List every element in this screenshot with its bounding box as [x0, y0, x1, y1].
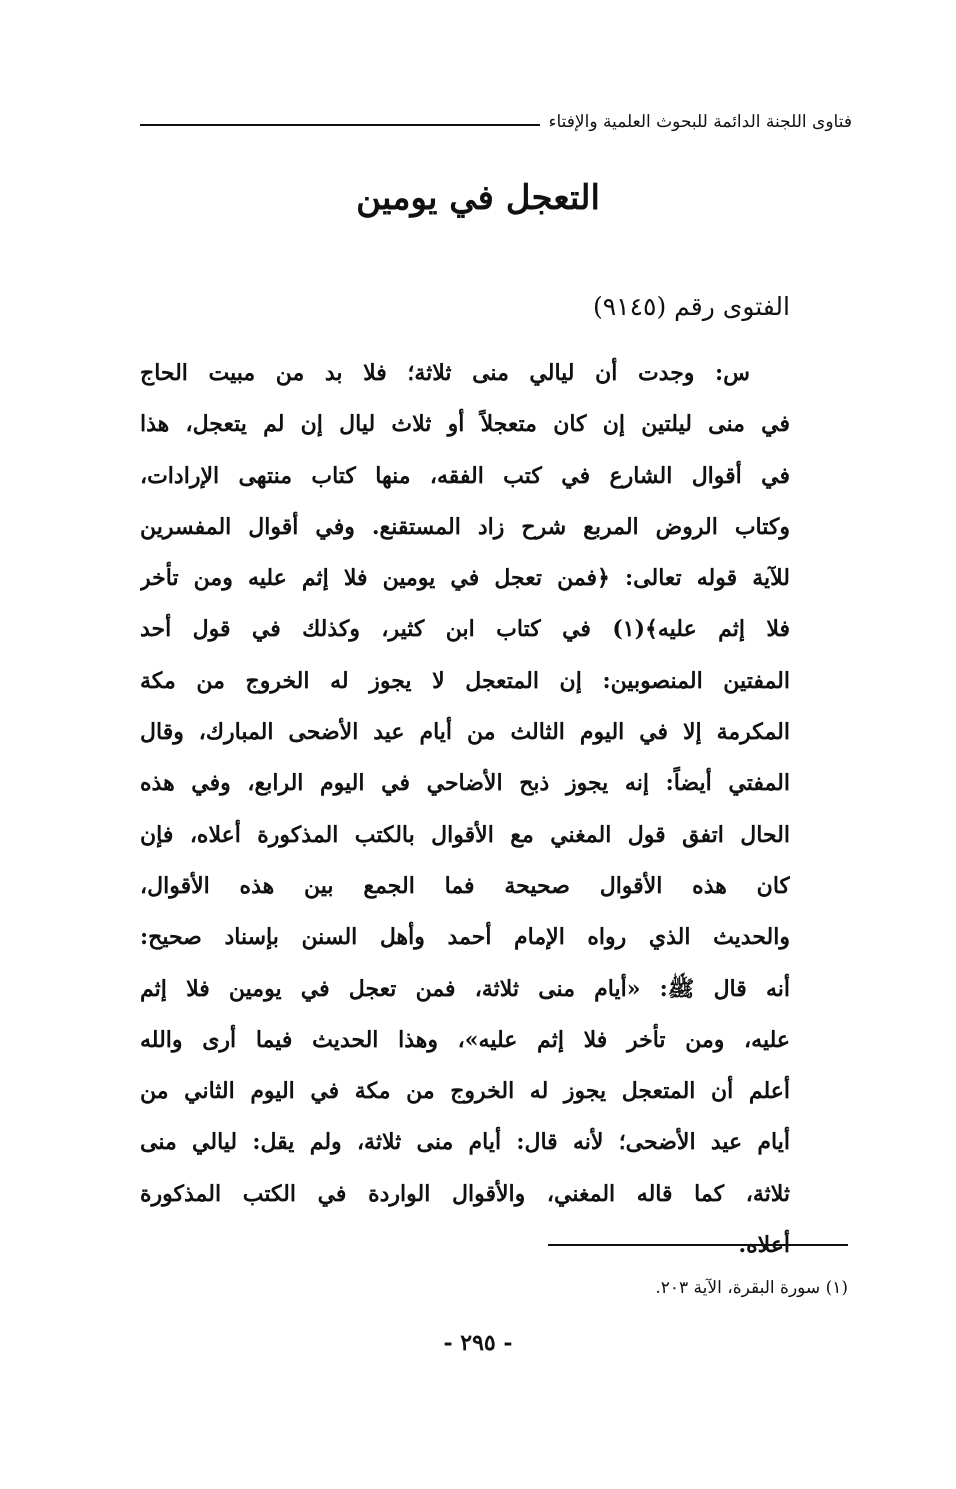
body-line: أنه قال ﷺ: «أيام منى ثلاثة، فمن تعجل في يومين فلا إثم [140, 975, 790, 1002]
footnote: (١) سورة البقرة، الآية ٢٠٣. [655, 1278, 848, 1298]
body-line: أيام عيد الأضحى؛ لأنه قال: أيام منى ثلاثة، ولم يقل: ليالي منى [140, 1129, 790, 1156]
question-text [140, 348, 790, 1271]
body-line: والحديث الذي رواه الإمام أحمد وأهل السنن بإسناد صحيح: [140, 924, 790, 951]
running-header-title: فتاوى اللجنة الدائمة للبحوث العلمية والإفتاء [548, 112, 852, 132]
body-line: المفتي أيضاً: إنه يجوز ذبح الأضاحي في اليوم الرابع، وفي هذه [140, 770, 790, 797]
fatwa-title: التعجل في يومين [356, 178, 600, 218]
body-line: ثلاثة، كما قاله المغني، والأقوال الواردة في الكتب المذكورة [140, 1180, 790, 1207]
body-line: كان هذه الأقوال صحيحة فما الجمع بين هذه الأقوال، [140, 872, 790, 899]
body-line: للآية قوله تعالى: ﴿فمن تعجل في يومين فلا إثم عليه ومن تأخر [140, 565, 790, 592]
body-line: فلا إثم عليه﴾(١) في كتاب ابن كثير، وكذلك في قول أحد [140, 616, 790, 643]
page-number: - ٢٩٥ - [443, 1330, 513, 1356]
running-header [140, 104, 852, 140]
body-line: المكرمة إلا في اليوم الثالث من أيام عيد الأضحى المبارك، وقال [140, 719, 790, 746]
body-line: في منى ليلتين إن كان متعجلاً أو ثلاث ليال إن لم يتعجل، هذا [140, 411, 790, 438]
body-line: س: وجدت أن ليالي منى ثلاثة؛ فلا بد من مبيت الحاج [140, 360, 750, 386]
body-line: المفتين المنصوبين: إن المتعجل لا يجوز له الخروج من مكة [140, 667, 790, 694]
running-header-rule [140, 124, 540, 126]
body-line: عليه، ومن تأخر فلا إثم عليه»، وهذا الحديث فيما أرى والله [140, 1026, 790, 1053]
body-line: الحال اتفق قول المغني مع الأقوال بالكتب المذكورة أعلاه، فإن [140, 821, 790, 848]
body-line: في أقوال الشارع في كتب الفقه، منها كتاب منتهى الإرادات، [140, 462, 790, 489]
fatwa-number: الفتوى رقم (٩١٤٥) [592, 292, 790, 321]
body-line: وكتاب الروض المربع شرح زاد المستقنع. وفي أقوال المفسرين [140, 513, 790, 540]
body-line: أعلاه. [738, 1232, 790, 1259]
footnote-separator [548, 1244, 848, 1246]
body-line: أعلم أن المتعجل يجوز له الخروج من مكة في اليوم الثاني من [140, 1078, 790, 1105]
